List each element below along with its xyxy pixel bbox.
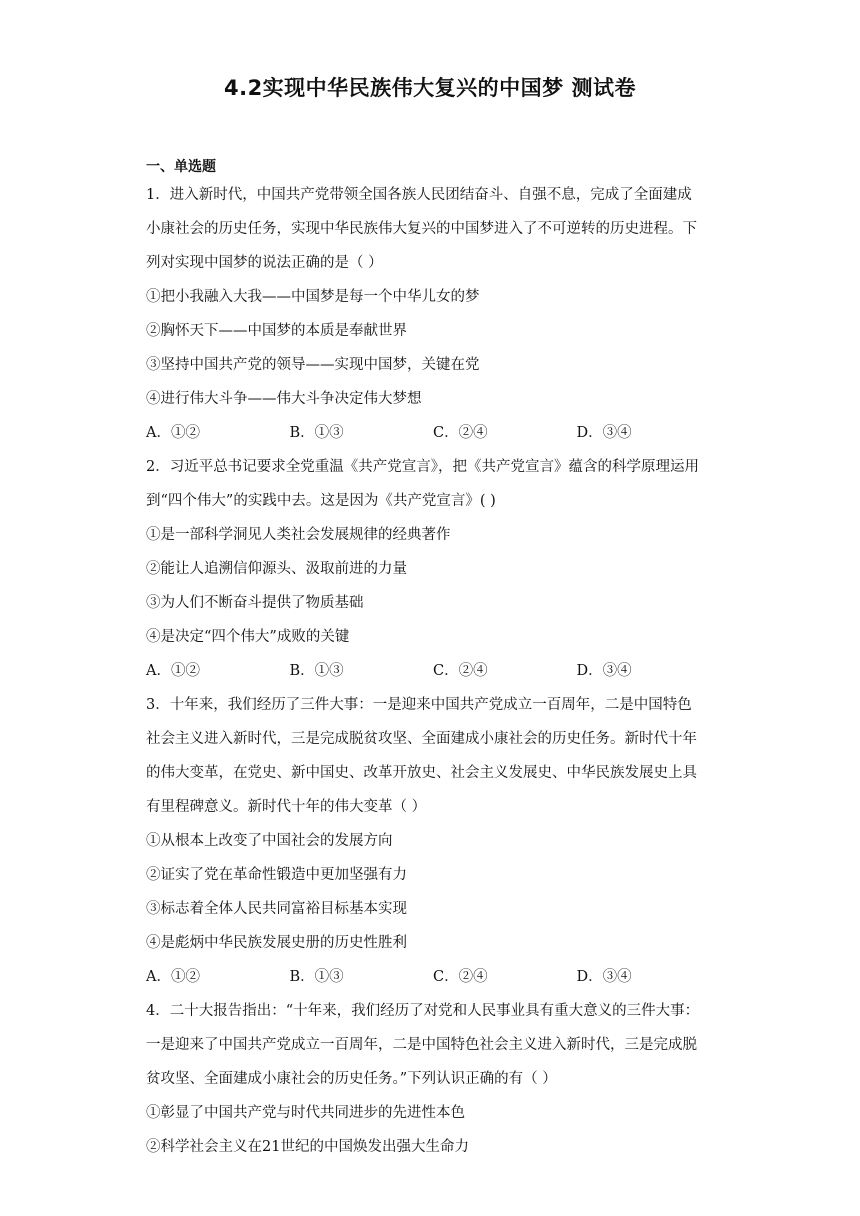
answer-option: A．①②	[146, 663, 200, 679]
question-statement: ④是彪炳中华民族发展史册的历史性胜利	[146, 935, 407, 951]
answer-option: C．②④	[433, 969, 488, 985]
question-stem-line: 有里程碑意义。新时代十年的伟大变革（ ）	[146, 799, 427, 815]
answer-option: D．③④	[576, 663, 632, 679]
question-statement: ②胸怀天下——中国梦的本质是奉献世界	[146, 323, 407, 339]
answer-option: A．①②	[146, 969, 200, 985]
answer-option: A．①②	[146, 425, 200, 441]
question-stem-line: 一是迎来了中国共产党成立一百周年，二是中国特色社会主义进入新时代，三是完成脱	[146, 1037, 697, 1053]
answer-option: C．②④	[433, 663, 488, 679]
question-stem-line: 贫攻坚、全面建成小康社会的历史任务。”下列认识正确的有（ ）	[146, 1071, 557, 1087]
answer-options	[146, 423, 720, 457]
question-statement: ③坚持中国共产党的领导——实现中国梦，关键在党	[146, 357, 480, 373]
question-3	[146, 695, 720, 1001]
section-heading: 一、单选题	[146, 159, 216, 175]
question-stem-line: 1．进入新时代，中国共产党带领全国各族人民团结奋斗、自强不息，完成了全面建成	[146, 187, 692, 203]
question-stem-line: 列对实现中国梦的说法正确的是（ ）	[146, 255, 383, 271]
question-stem-line: 到“四个伟大”的实践中去。这是因为《共产党宣言》( )	[146, 493, 496, 509]
question-stem-line: 4．二十大报告指出：“十年来，我们经历了对党和人民事业具有重大意义的三件大事：	[146, 1003, 700, 1019]
question-stem-line: 社会主义进入新时代，三是完成脱贫攻坚、全面建成小康社会的历史任务。新时代十年	[146, 731, 697, 747]
question-statement: ①彰显了中国共产党与时代共同进步的先进性本色	[146, 1105, 465, 1121]
question-statement: ②证实了党在革命性锻造中更加坚强有力	[146, 867, 407, 883]
question-statement: ①从根本上改变了中国社会的发展方向	[146, 833, 393, 849]
question-statement: ④进行伟大斗争——伟大斗争决定伟大梦想	[146, 391, 422, 407]
question-1	[146, 185, 720, 457]
answer-options	[146, 661, 720, 695]
question-list	[146, 185, 720, 1171]
answer-option: B．①③	[289, 969, 344, 985]
question-statement: ③标志着全体人民共同富裕目标基本实现	[146, 901, 407, 917]
question-stem-line: 小康社会的历史任务，实现中华民族伟大复兴的中国梦进入了不可逆转的历史进程。下	[146, 221, 697, 237]
question-statement: ①是一部科学洞见人类社会发展规律的经典著作	[146, 527, 451, 543]
answer-option: C．②④	[433, 425, 488, 441]
question-4	[146, 1001, 720, 1171]
question-statement: ④是决定“四个伟大”成败的关键	[146, 629, 350, 645]
answer-options	[146, 967, 720, 1001]
answer-option: D．③④	[576, 425, 632, 441]
question-statement: ①把小我融入大我——中国梦是每一个中华儿女的梦	[146, 289, 480, 305]
question-statement: ②科学社会主义在21世纪的中国焕发出强大生命力	[146, 1139, 469, 1155]
question-2	[146, 457, 720, 695]
question-stem-line: 2．习近平总书记要求全党重温《共产党宣言》，把《共产党宣言》蕴含的科学原理运用	[146, 459, 699, 475]
question-statement: ②能让人追溯信仰源头、汲取前进的力量	[146, 561, 407, 577]
answer-option: D．③④	[576, 969, 632, 985]
answer-option: B．①③	[289, 663, 344, 679]
question-stem-line: 的伟大变革，在党史、新中国史、改革开放史、社会主义发展史、中华民族发展史上具	[146, 765, 697, 781]
answer-option: B．①③	[289, 425, 344, 441]
document-title: 4.2实现中华民族伟大复兴的中国梦 测试卷	[223, 76, 636, 100]
question-stem-line: 3．十年来，我们经历了三件大事：一是迎来中国共产党成立一百周年，二是中国特色	[146, 697, 692, 713]
question-statement: ③为人们不断奋斗提供了物质基础	[146, 595, 364, 611]
